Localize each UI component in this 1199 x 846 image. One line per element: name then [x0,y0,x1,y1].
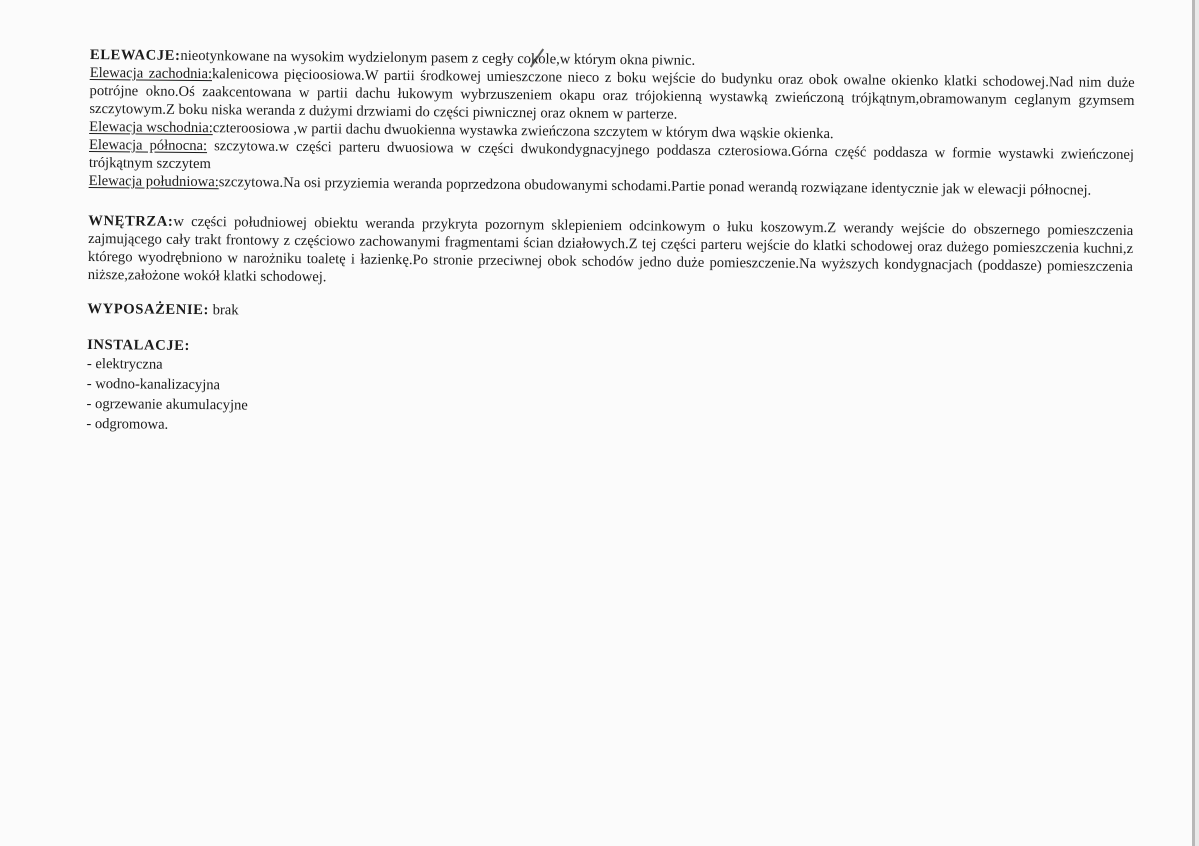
wyposazenie-heading: WYPOSAŻENIE: [87,300,210,319]
instalacje-list [86,354,1132,444]
elewacja-poludniowa-text: szczytowa.Na osi przyziemia weranda poprzedzona obudowanymi schodami.Partie ponad werandą rozwiązane identycznie jak w elewacji północnej. [218,174,1092,199]
wyposazenie-text: brak [208,302,239,319]
elewacja-zachodnia [89,64,1134,128]
list-item: - ogrzewanie akumulacyjne [86,395,248,414]
elewacja-poludniowa-label: Elewacja południowa: [88,172,219,191]
list-item: - odgromowa. [86,415,169,433]
elewacja-wschodnia-label: Elewacja wschodnia: [89,118,213,137]
section-wnetrza [88,212,1134,294]
elewacja-zachodnia-label: Elewacja zachodnia: [89,64,213,83]
elewacja-polnocna-label: Elewacja północna: [88,136,208,155]
section-elewacje [89,46,1135,200]
elewacja-polnocna-text: szczytowa.w części parteru dwuosiowa w części dwukondygnacyjnego poddasza czterosiowa.Górna część poddasza w formie wystawki zwieńczonej trójkątnym szczytem [88,138,1135,173]
instalacje-heading: INSTALACJE: [87,336,191,354]
document-body [86,46,1135,444]
list-item: - elektryczna [86,355,163,373]
wnetrza-heading: WNĘTRZA: [88,212,174,230]
wnetrza-text: w części południowej obiektu weranda przykryta pozornym sklepieniem odcinkowym o łuku koszowym.Z werandy wejście do obszernego pomieszczenia zajmującego cały trakt frontowy z częściowo zachowanymi fragmentami ścian działowych.Z tej części parteru wejście do klatki schodowej oraz dużego pomieszczenia kuchni,z którego wyodrębniono w narożniku toaletę i łazienkę.Po stronie przeciwnej obok schodów jedno duże pomieszczenie.Na wyższych kondygnacjach (poddasze) pomieszczenia niższe,założone wokół klatki schodowej. [87,213,1134,286]
elewacje-heading: ELEWACJE: [89,46,181,64]
elewacja-zachodnia-text: kalenicowa pięcioosiowa.W partii środkowej umieszczone nieco z boku wejście do budynku oraz obok owalne okienko klatki schodowej.Nad nim duże potrójne okno.Oś zaakcentowana w partii dachu łukowym wybrzuszeniem okapu oraz trójokienną wystawką zwieńczoną trójkątnym,obramowanym ceglanym gzymsem szczytowym.Z boku niska weranda z dużymi drzwiami do części piwnicznej oraz oknem w parterze. [89,66,1135,123]
section-instalacje [86,336,1132,444]
list-item: - wodno-kanalizacyjna [86,375,221,394]
elewacje-intro: nieotynkowane na wysokim wydzielonym pasem z cegły cokole,w którym okna piwnic. [180,47,696,69]
elewacja-wschodnia-text: czteroosiowa ,w partii dachu dwuokienna wystawka zwieńczona szczytem w którym dwa wąskie okienka. [212,120,834,143]
